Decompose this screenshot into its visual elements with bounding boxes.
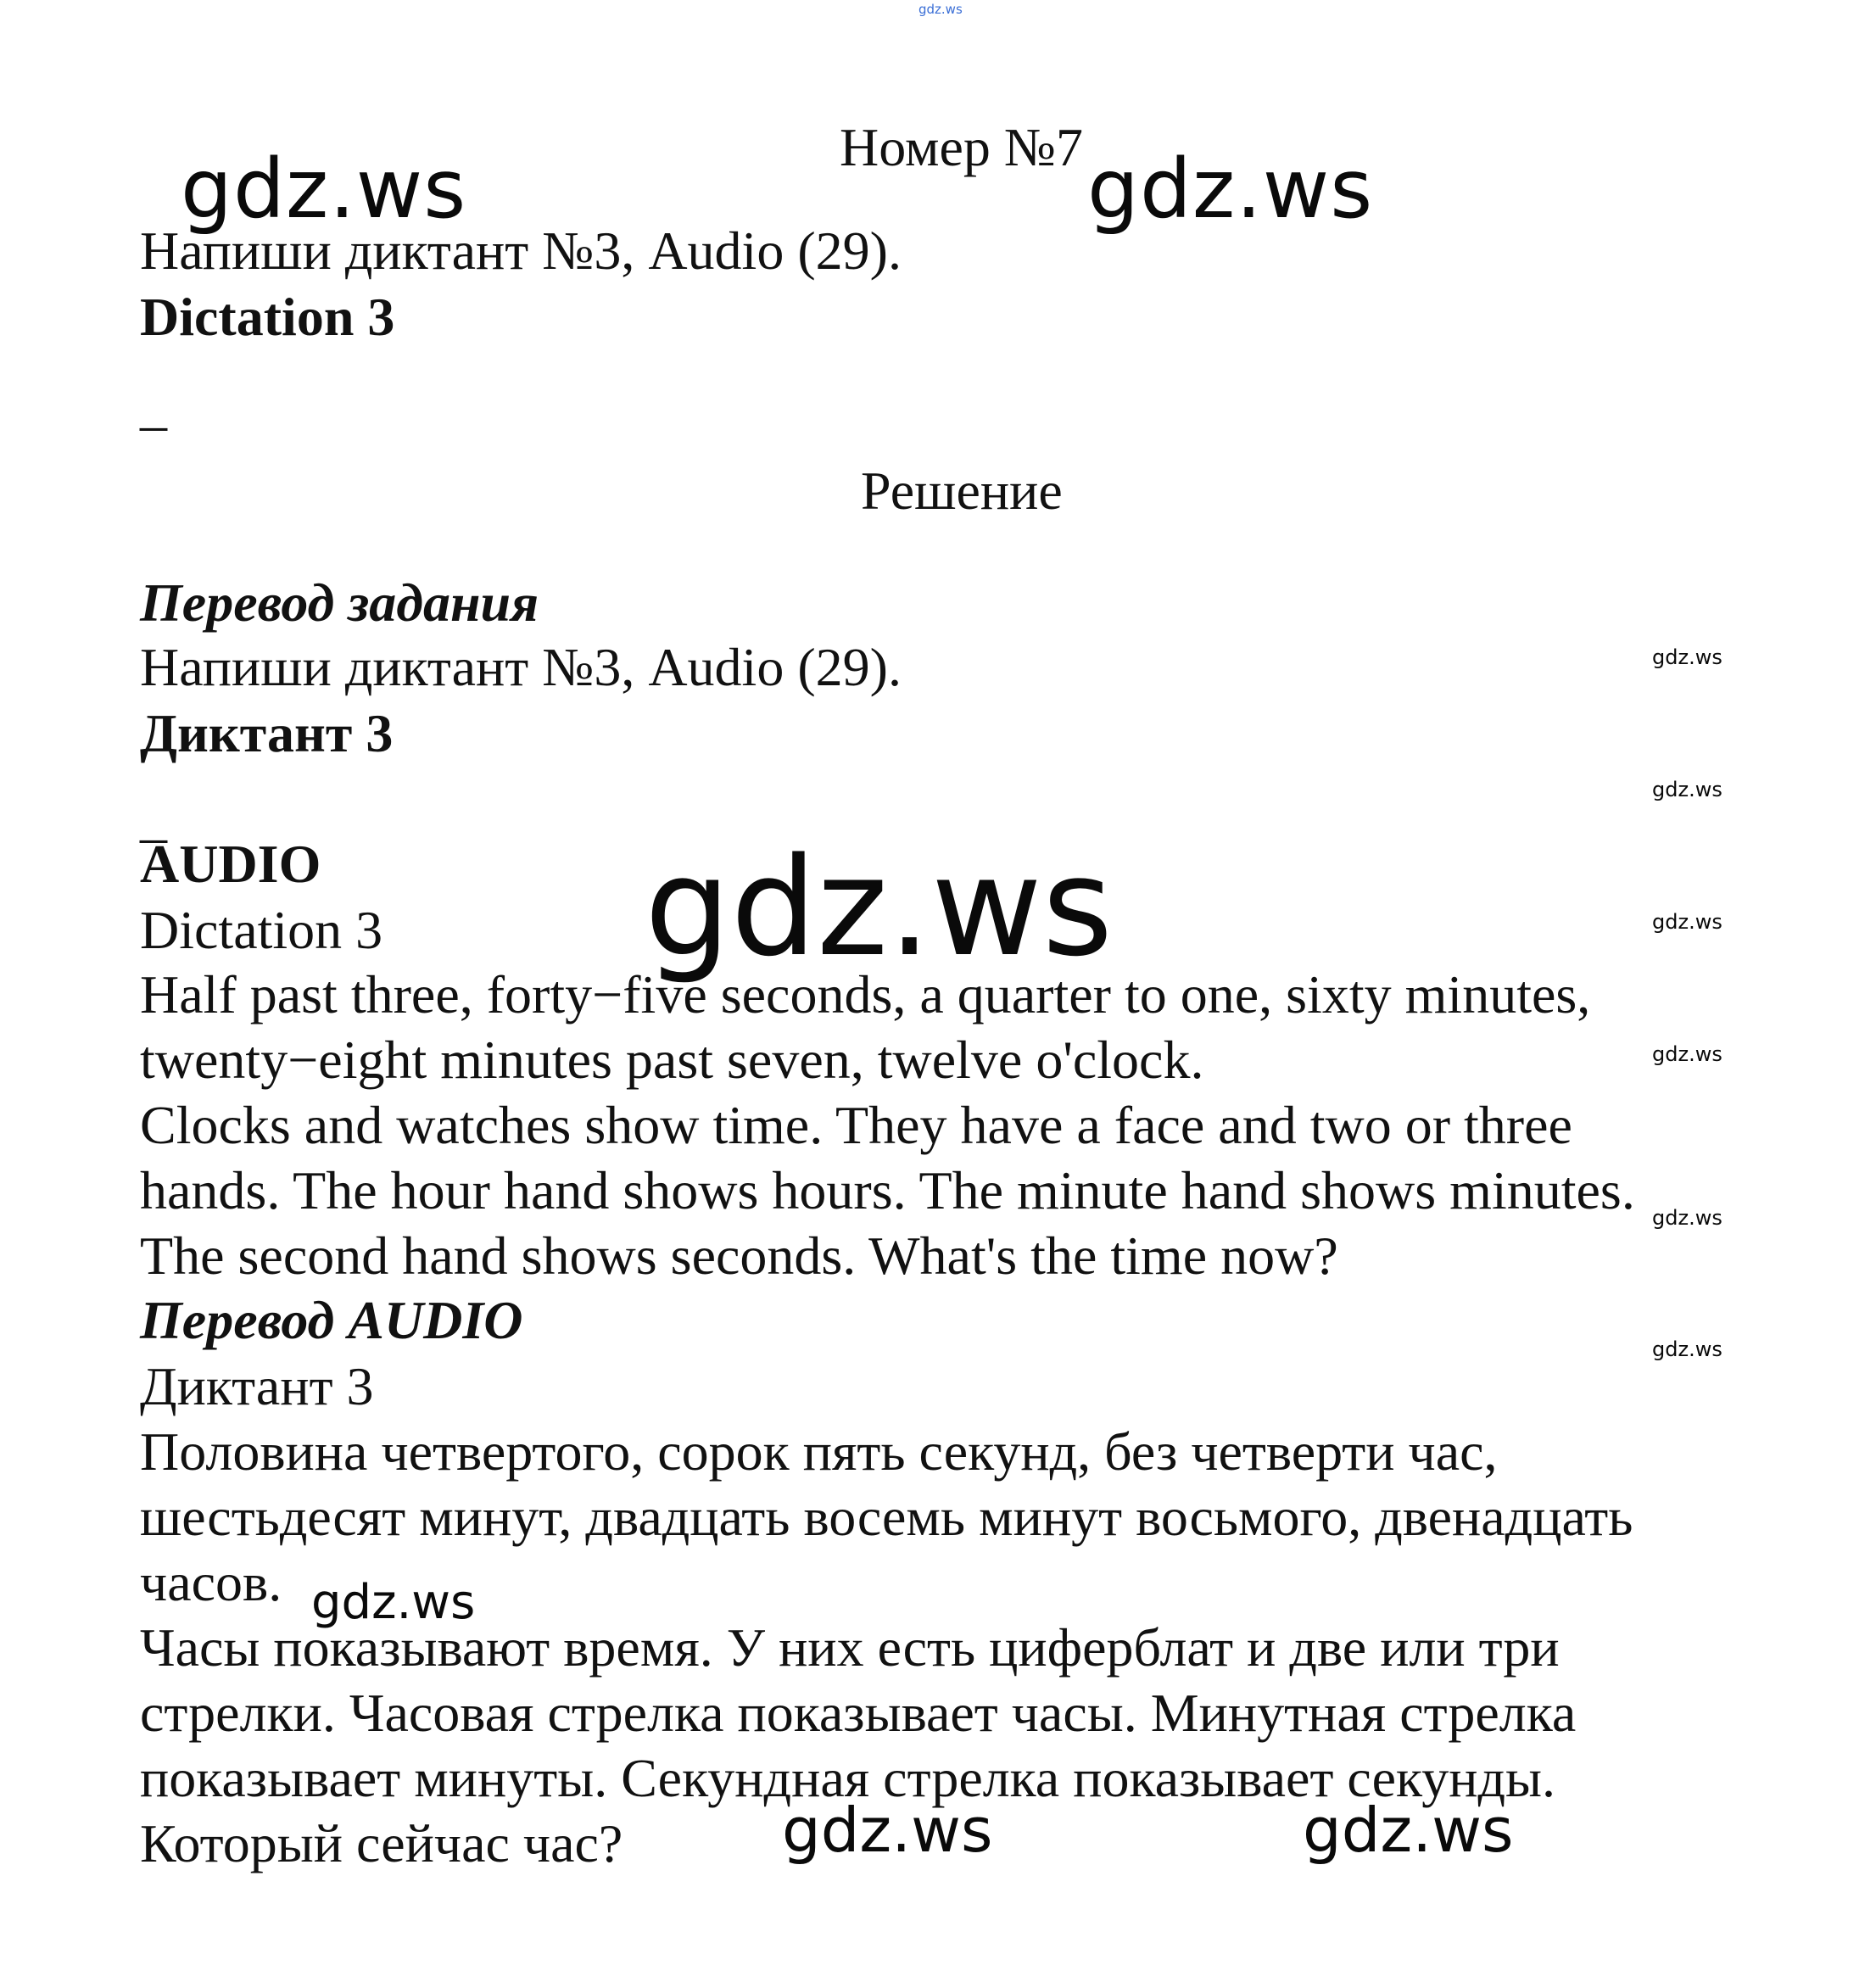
audio-translation-subheading: Диктант 3 <box>140 1356 374 1416</box>
translation-line-3: часов. <box>140 1552 282 1612</box>
audio-line-3: Clocks and watches show time. They have a face and two or three <box>140 1095 1572 1155</box>
task-translation-heading: Перевод задания <box>140 572 539 633</box>
translation-line-1: Половина четвертого, сорок пять секунд, без четверти час, <box>140 1421 1498 1482</box>
watermark-top: gdz.ws <box>918 2 963 17</box>
solution-dash: _ <box>140 788 167 848</box>
watermark-huge-center: gdz.ws <box>645 828 1114 986</box>
watermark-big-left: gdz.ws <box>181 142 467 237</box>
translation-line-7: Который сейчас час? <box>140 1813 623 1873</box>
watermark-small-3: gdz.ws <box>1652 910 1722 934</box>
watermark-bottom-center: gdz.ws <box>782 1795 993 1866</box>
watermark-lower-left: gdz.ws <box>311 1575 476 1630</box>
audio-translation-heading: Перевод AUDIO <box>140 1290 523 1350</box>
translation-line-6: показывает минуты. Секундная стрелка показывает секунды. <box>140 1748 1555 1808</box>
watermark-small-6: gdz.ws <box>1652 1337 1722 1361</box>
page-title: Номер №7 <box>840 117 1083 177</box>
translation-line-2: шестьдесят минут, двадцать восемь минут восьмого, двенадцать <box>140 1487 1633 1547</box>
watermark-small-5: gdz.ws <box>1652 1206 1722 1230</box>
watermark-bottom-right: gdz.ws <box>1303 1795 1514 1866</box>
task-text: Напиши диктант №3, Audio (29). <box>140 221 902 281</box>
audio-line-5: The second hand shows seconds. What's the time now? <box>140 1225 1338 1286</box>
task-heading: Dictation 3 <box>140 287 395 347</box>
audio-line-2: twenty−eight minutes past seven, twelve o'clock. <box>140 1030 1204 1090</box>
watermark-small-2: gdz.ws <box>1652 778 1722 801</box>
watermark-small-1: gdz.ws <box>1652 645 1722 669</box>
solution-label: Решение <box>861 461 1063 521</box>
audio-subheading: Dictation 3 <box>140 900 383 960</box>
watermark-big-right: gdz.ws <box>1087 142 1374 237</box>
translation-line-4: Часы показывают время. У них есть циферблат и две или три <box>140 1617 1560 1678</box>
audio-heading: AUDIO <box>140 834 321 894</box>
audio-line-1: Half past three, forty−five seconds, a quarter to one, sixty minutes, <box>140 964 1591 1024</box>
task-translation-text: Напиши диктант №3, Audio (29). <box>140 637 902 697</box>
dictation-heading-ru: Диктант 3 <box>140 703 394 763</box>
translation-line-5: стрелки. Часовая стрелка показывает часы. Минутная стрелка <box>140 1683 1577 1743</box>
task-dash: _ <box>140 376 167 436</box>
audio-line-4: hands. The hour hand shows hours. The minute hand shows minutes. <box>140 1160 1635 1220</box>
watermark-small-4: gdz.ws <box>1652 1042 1722 1066</box>
